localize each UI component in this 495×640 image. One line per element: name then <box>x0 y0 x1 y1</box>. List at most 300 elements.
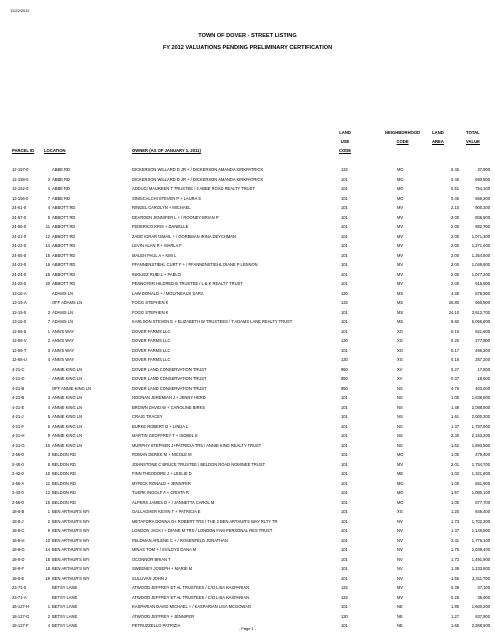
table-row <box>12 403 490 413</box>
street-name-cell: ABBE RD <box>52 195 70 201</box>
table-row <box>12 308 490 318</box>
neighborhood-code-cell: XG <box>397 357 403 362</box>
owner-cell: GALLAGHER KEVIN T + PATRICIA E <box>132 509 201 514</box>
land-use-code-cell: 101 <box>341 452 348 457</box>
street-number-cell: 10 <box>45 471 50 476</box>
table-row <box>12 488 490 498</box>
report-title: TOWN OF DOVER - STREET LISTING <box>198 33 297 39</box>
street-name-cell: BEN ARTHUR'S WY <box>52 556 90 562</box>
land-use-code-cell: 132 <box>341 594 348 600</box>
parcel-id-cell: 18-8-G <box>12 547 25 552</box>
neighborhood-code-cell: MG <box>397 176 404 182</box>
total-value-cell: 569,200 <box>475 195 490 201</box>
street-name-cell: ANN'S WAY <box>52 328 75 334</box>
owner-cell: DOVER FARMS LLC <box>132 338 171 343</box>
parcel-id-cell: 2-55-0 <box>12 499 24 505</box>
street-number-cell: 12 <box>45 490 50 495</box>
table-row <box>12 612 490 622</box>
parcel-id-cell: 13-15-0 <box>12 309 27 315</box>
land-use-code-cell: 132 <box>341 585 348 590</box>
owner-cell: FELDMAN ARLENE C + / ROSENFELD JONATHAN <box>132 537 228 543</box>
land-use-code-cell: 101 <box>341 281 348 286</box>
parcel-id-cell: 24-22-0 <box>12 243 27 248</box>
land-area-cell: 1.05 <box>451 395 459 400</box>
table-row <box>12 374 490 384</box>
land-area-cell: 0.17 <box>451 347 459 353</box>
neighborhood-code-cell: MV <box>397 585 404 590</box>
table-row <box>12 365 490 375</box>
neighborhood-code-cell: NS <box>397 414 403 419</box>
table-row <box>12 450 490 460</box>
neighborhood-code-cell: MV <box>397 252 404 258</box>
owner-cell: ROMAN DEREK M + NICOLE M <box>132 452 192 457</box>
owner-cell: INIGUEZ RUBI L + PABLO <box>132 271 181 277</box>
land-use-code-cell: 101 <box>341 347 348 353</box>
table-row <box>12 517 490 527</box>
total-value-cell: 2,368,500 <box>471 623 490 628</box>
street-name-cell: BEN ARTHUR'S WY <box>52 537 90 543</box>
street-name-cell: BETSY LANE <box>52 594 78 600</box>
parcel-id-cell: 24-55-0 <box>12 252 27 258</box>
land-use-code-cell: 101 <box>341 224 348 229</box>
land-area-cell: 0.39 <box>451 585 459 590</box>
owner-cell: FOGG STEPHEN K <box>132 300 169 305</box>
page-footer: - Page 1 - <box>238 626 257 631</box>
street-number-cell: 4 <box>47 623 50 628</box>
owner-cell: LONDON JACK I + DIANE M TRS / LONDON FAM PERSONAL RES TRUST <box>132 528 273 533</box>
land-area-cell: 2.10 <box>451 205 459 210</box>
parcel-id-cell: 24-56-0 <box>12 224 27 229</box>
land-area-cell: 2.00 <box>451 281 459 286</box>
parcel-id-cell: 24-57-0 <box>12 214 27 220</box>
owner-cell: BROWN DAVID W + CAROLINE BIRKS <box>132 404 206 410</box>
parcel-id-cell: 18-8-B <box>12 509 25 514</box>
owner-cell: JOHNSTONE C BRUCE TRUSTEE / BELDON ROAD NOMINEE TRUST <box>132 461 266 467</box>
land-use-code-cell: 101 <box>341 528 348 533</box>
land-area-cell: 1.73 <box>451 518 459 524</box>
land-use-code-cell: 130 <box>341 613 348 619</box>
street-name-cell: ABBOTT RD <box>52 233 76 239</box>
neighborhood-code-cell: MV <box>397 281 404 286</box>
neighborhood-code-cell: MV <box>397 461 404 467</box>
street-number-cell: 3 <box>47 309 50 315</box>
parcel-id-cell: 12-152-0 <box>12 186 29 191</box>
table-row <box>12 336 490 346</box>
total-value-cell: 37,900 <box>477 167 490 172</box>
street-name-cell: BELDON RD <box>52 452 76 457</box>
report-date: 11/22/2011 <box>10 8 30 13</box>
owner-cell: FOGG STEPHEN K <box>132 309 169 315</box>
street-number-cell: 7 <box>47 319 50 324</box>
neighborhood-code-cell: MV <box>397 233 404 239</box>
street-name-cell: BELDON RD <box>52 490 76 495</box>
total-value-cell: 17,500 <box>477 366 490 372</box>
owner-cell: FEDERICO KRIS + DANIELLE <box>132 224 189 229</box>
street-name-cell: ANN'S WAY <box>52 357 75 362</box>
total-value-cell: 690,500 <box>475 176 490 182</box>
parcel-id-cell: 12-156-0 <box>12 195 29 201</box>
land-use-code-cell: 101 <box>341 499 348 505</box>
street-name-cell: BEN ARTHUR'S WY <box>52 509 90 514</box>
street-number-cell: 15 <box>45 499 50 505</box>
land-area-cell: 2.30 <box>451 433 459 438</box>
street-number-cell: 3 <box>47 452 50 457</box>
parcel-id-cell: 18-8-F <box>12 566 25 571</box>
land-use-code-cell: 101 <box>341 575 348 581</box>
land-area-cell: 2.00 <box>451 252 459 258</box>
total-value-cell: 846,400 <box>475 509 490 514</box>
neighborhood-code-cell: NV <box>397 566 403 571</box>
street-number-cell: 12 <box>45 233 50 239</box>
col-header-location: LOCATION <box>44 148 66 153</box>
land-use-code-cell: 101 <box>341 395 348 400</box>
street-name-cell: ABBE RD <box>52 167 70 172</box>
owner-cell: METAFORA DONNA O+ ROBERT TRS / THE 2 BEN ARTHUR'S WAY RLTY TR <box>132 518 278 524</box>
parcel-id-cell: 24-23-0 <box>12 262 27 267</box>
parcel-id-cell: 13-16-A <box>12 290 27 296</box>
table-row <box>12 507 490 517</box>
owner-cell: SINISCALCHI STEVEN P + LAURA S <box>132 195 201 201</box>
land-use-code-cell: 950 <box>341 366 348 372</box>
street-name-cell: BETSY LANE <box>52 604 78 609</box>
owner-cell: ATWOOD JEFFREY ET AL TRUSTEES / C/O LISA KASPARIAN <box>132 594 250 600</box>
land-area-cell: 1.00 <box>451 452 459 457</box>
street-name-cell: BEN ARTHUR'S WY <box>52 566 90 571</box>
land-area-cell: 1.72 <box>451 556 459 562</box>
owner-cell: PENNOYER HILDRED B TRUSTEE / L & K REALTY TRUST <box>132 281 243 286</box>
owner-cell: DOVER FARMS LLC <box>132 328 171 334</box>
table-row <box>12 165 490 175</box>
land-area-cell: 1.20 <box>451 509 459 514</box>
street-number-cell: 6 <box>47 423 50 429</box>
owner-cell: MURPHY STEPHEN J+PATRICIA TRS / ANNIE KING REALTY TRUST <box>132 442 262 448</box>
land-area-cell: 1.61 <box>451 414 459 419</box>
land-use-code-cell: 101 <box>341 537 348 543</box>
street-name-cell: ANN'S WAY <box>52 347 75 353</box>
total-value-cell: 1,702,300 <box>471 518 490 524</box>
owner-cell: FINN THEODORE J + LESLIE D <box>132 471 192 476</box>
table-row <box>12 469 490 479</box>
street-name-cell: BEN ARTHUR'S WY <box>52 575 90 581</box>
land-use-code-cell: 132 <box>341 167 348 172</box>
owner-cell: LEVIN ALAN R + MARLA F <box>132 243 182 248</box>
land-area-cell: 2.00 <box>451 262 459 267</box>
table-row <box>12 545 490 555</box>
land-area-cell: 2.01 <box>451 461 459 467</box>
total-value-cell: 1,049,800 <box>471 262 490 267</box>
land-use-code-cell: 130 <box>341 338 348 343</box>
owner-cell: OCONNOR BRIAN T <box>132 556 171 562</box>
owner-cell: DOVER LAND CONSERVATION TRUST <box>132 385 207 391</box>
street-number-cell: 7 <box>47 195 50 201</box>
table-row <box>12 412 490 422</box>
total-value-cell: 479,400 <box>475 452 490 457</box>
land-use-code-cell: 101 <box>341 309 348 315</box>
owner-cell: DOVER FARMS LLC <box>132 357 171 362</box>
table-row <box>12 203 490 213</box>
street-number-cell: 9 <box>47 528 50 533</box>
parcel-id-cell: 12-66-5 <box>12 328 27 334</box>
table-row <box>12 232 490 242</box>
street-number-cell: 15 <box>45 556 50 562</box>
land-use-code-cell: 101 <box>341 186 348 191</box>
street-number-cell: 15 <box>45 252 50 258</box>
land-use-code-cell: 101 <box>341 214 348 220</box>
owner-cell: ZADE IGRAR ISMAIL + / GORBMAN IRINA DEYCHMAN <box>132 233 236 239</box>
neighborhood-code-cell: MV <box>397 594 404 600</box>
neighborhood-code-cell: MV <box>397 214 404 220</box>
owner-cell: MINAS TOM + / SVILDYS DANA M <box>132 547 197 552</box>
land-use-code-cell: 950 <box>341 376 348 381</box>
owner-cell: MYRICK RONALD + JENNIFER <box>132 480 191 486</box>
parcel-id-cell: 4-21-E <box>12 404 25 410</box>
land-use-code-cell: 101 <box>341 433 348 438</box>
neighborhood-code-cell: MG <box>397 499 404 505</box>
owner-cell: ATWOOD JEFFREY + JENNIFER <box>132 613 195 619</box>
table-row <box>12 564 490 574</box>
total-value-cell: 1,077,200 <box>471 271 490 277</box>
total-value-cell: 882,700 <box>475 224 490 229</box>
land-use-code-cell: 101 <box>341 604 348 609</box>
land-use-code-cell: 130 <box>341 357 348 362</box>
street-name-cell: ABBOTT RD <box>52 205 76 210</box>
land-area-cell: 4.76 <box>451 385 459 391</box>
total-value-cell: 2,000,300 <box>471 414 490 419</box>
neighborhood-code-cell: NS <box>397 385 403 391</box>
neighborhood-code-cell: NV <box>397 537 403 543</box>
parcel-id-cell: 24-21-0 <box>12 233 27 239</box>
table-row <box>12 194 490 204</box>
total-value-cell: 900,200 <box>475 205 490 210</box>
land-use-code-cell: 101 <box>341 414 348 419</box>
street-name-cell: ABBOTT RD <box>52 224 76 229</box>
street-name-cell: ABBE RD <box>52 186 70 191</box>
land-use-code-cell: 101 <box>341 480 348 486</box>
land-use-code-cell: 101 <box>341 461 348 467</box>
parcel-id-cell: 12-66-U <box>12 357 27 362</box>
land-use-code-cell: 101 <box>341 490 348 495</box>
total-value-cell: 257,200 <box>475 357 490 362</box>
street-name-cell: ADAMS LN <box>52 309 73 315</box>
parcel-id-cell: 2-43-0 <box>12 490 24 495</box>
street-name-cell: BEN ARTHUR'S WY <box>52 547 90 552</box>
land-area-cell: 9.82 <box>451 319 459 324</box>
col-header-parcel: PARCEL ID <box>12 148 35 153</box>
land-area-cell: 1.75 <box>451 547 459 552</box>
land-use-code-cell: 101 <box>341 547 348 552</box>
total-value-cell: 1,491,900 <box>471 556 490 562</box>
table-row <box>12 422 490 432</box>
parcel-id-cell: 18-8-H <box>12 537 25 543</box>
parcel-id-cell: 4-21-B <box>12 385 25 391</box>
neighborhood-code-cell: NV <box>397 518 403 524</box>
table-row <box>12 602 490 612</box>
parcel-id-cell: 4-21-F <box>12 423 25 429</box>
neighborhood-code-cell: MV <box>397 205 404 210</box>
street-name-cell: ANNIE KING LN <box>52 366 83 372</box>
street-name-cell: BEN ARTHUR'S WY <box>52 518 90 524</box>
parcel-id-cell: 12-158-0 <box>12 176 29 182</box>
owner-cell: DICKERSON WILLARD D JR + / DICKERSON AMANDA KIRKPATRICK <box>132 176 264 182</box>
table-row <box>12 431 490 441</box>
parcel-id-cell: 2-40-0 <box>12 461 24 467</box>
land-area-cell: 0.46 <box>451 176 459 182</box>
table-row <box>12 479 490 489</box>
neighborhood-code-cell: NS <box>397 433 403 438</box>
street-name-cell: BETSY LANE <box>52 585 78 590</box>
neighborhood-code-cell: MG <box>397 195 404 201</box>
total-value-cell: 754,100 <box>475 186 490 191</box>
street-name-cell: BETSY LANE <box>52 623 78 628</box>
total-value-cell: 915,600 <box>475 281 490 286</box>
total-value-cell: 1,071,300 <box>471 233 490 239</box>
neighborhood-code-cell: MS <box>397 290 404 296</box>
table-row <box>12 327 490 337</box>
land-area-cell: 24.10 <box>448 309 459 315</box>
land-area-cell: 2.00 <box>451 214 459 220</box>
land-use-code-cell: 101 <box>341 252 348 258</box>
neighborhood-code-cell: MV <box>397 243 404 248</box>
neighborhood-code-cell: NS <box>397 442 403 448</box>
total-value-cell: 921,600 <box>475 328 490 334</box>
owner-cell: TUERK INGOLF A + CRISTA R <box>132 490 189 495</box>
parcel-id-cell: 12-66-T <box>12 347 27 353</box>
table-row <box>12 536 490 546</box>
street-name-cell: BETSY LANE <box>52 613 78 619</box>
neighborhood-code-cell: NS <box>397 423 403 429</box>
street-number-cell: 1 <box>47 604 50 609</box>
neighborhood-code-cell: MG <box>397 167 404 172</box>
neighborhood-code-cell: XV <box>397 376 403 381</box>
neighborhood-code-cell: XG <box>397 347 403 353</box>
total-value-cell: 1,145,800 <box>471 528 490 533</box>
table-row <box>12 260 490 270</box>
table-row <box>12 555 490 565</box>
street-number-cell: 11 <box>45 224 50 229</box>
street-number-cell: 5 <box>47 414 50 419</box>
street-name-cell: BEN ARTHUR'S WY <box>52 528 90 533</box>
parcel-id-cell: 2-55-0 <box>12 452 24 457</box>
neighborhood-code-cell: NS <box>397 395 403 400</box>
table-row <box>12 498 490 508</box>
street-name-cell: ABBE RD <box>52 176 70 182</box>
street-name-cell: ABBOTT RD <box>52 214 76 220</box>
parcel-id-cell: 24-24-0 <box>12 271 27 277</box>
land-use-code-cell: 101 <box>341 556 348 562</box>
owner-cell: CRAIG TRACEY <box>132 414 163 419</box>
total-value-cell: 35,600 <box>477 594 490 600</box>
total-value-cell: 496,200 <box>475 347 490 353</box>
street-number-cell: 19 <box>45 575 50 581</box>
parcel-id-cell: 24-61-0 <box>12 205 27 210</box>
land-area-cell: 1.62 <box>451 442 459 448</box>
total-value-cell: 678,300 <box>475 290 490 296</box>
street-number-cell: 4 <box>47 186 50 191</box>
street-name-cell: ADAMS LN <box>52 290 73 296</box>
neighborhood-code-cell: NV <box>397 547 403 552</box>
land-use-code-cell: 101 <box>341 509 348 514</box>
report-subtitle: FY 2012 VALUATIONS PENDING PRELIMINARY CERTIFICATION <box>162 45 333 51</box>
total-value-cell: 18,600 <box>477 376 490 381</box>
total-value-cell: 877,700 <box>475 499 490 505</box>
land-use-code-cell: 950 <box>341 385 348 391</box>
street-name-cell: ABBOTT RD <box>52 243 76 248</box>
street-name-cell: BELDON RD <box>52 480 76 486</box>
neighborhood-code-cell: NE <box>397 623 403 628</box>
street-name-cell: ANNIE KING LN <box>52 433 83 438</box>
table-row <box>12 393 490 403</box>
land-area-cell: 0.46 <box>451 195 459 201</box>
land-use-code-cell: 101 <box>341 205 348 210</box>
parcel-id-cell: 24-25-0 <box>12 281 27 286</box>
land-use-code-cell: 101 <box>341 176 348 182</box>
land-area-cell: 0.51 <box>451 186 459 191</box>
land-area-cell: 2.00 <box>451 233 459 239</box>
owner-cell: MALEH PAUL A + KIM L <box>132 252 177 258</box>
land-area-cell: 0.37 <box>451 376 459 381</box>
parcel-id-cell: 2-56-A <box>12 480 25 486</box>
owner-cell: DICKERSON WILLARD D JR + / DICKERSON AMANDA KIRKPATRICK <box>132 167 264 172</box>
table-row <box>12 279 490 289</box>
parcel-id-cell: 18-127-H <box>12 604 30 609</box>
owner-cell: SULLIVAN JOHN J <box>132 575 167 581</box>
street-number-cell: 2 <box>47 338 50 343</box>
total-value-cell: 1,638,800 <box>471 395 490 400</box>
land-area-cell: 1.37 <box>451 423 459 429</box>
owner-cell: PETRUZZELLO PATRIZIA <box>132 623 181 628</box>
table-row <box>12 384 490 394</box>
land-area-cell: 1.57 <box>451 490 459 495</box>
neighborhood-code-cell: ME <box>397 471 404 476</box>
parcel-id-cell: 13-15-A <box>12 300 27 305</box>
table-row <box>12 175 490 185</box>
total-value-cell: 651,900 <box>475 480 490 486</box>
neighborhood-code-cell: MG <box>397 480 404 486</box>
street-number-cell: 14 <box>45 547 50 552</box>
owner-cell: DOVER LAND CONSERVATION TRUST <box>132 376 207 381</box>
parcel-id-cell: 12-157-0 <box>12 167 29 172</box>
total-value-cell: 403,000 <box>475 385 490 391</box>
land-area-cell: 1.27 <box>451 613 459 619</box>
neighborhood-code-cell: MV <box>397 262 404 267</box>
total-value-cell: 1,371,600 <box>471 243 490 248</box>
land-use-code-cell: 101 <box>341 233 348 239</box>
street-number-cell: 20 <box>45 281 50 286</box>
street-number-cell: 11 <box>45 480 50 486</box>
land-area-cell: 4.46 <box>451 290 459 296</box>
land-use-code-cell: 101 <box>341 518 348 524</box>
col-header-neighborhood: NEIGHBORHOOD CODE <box>385 130 421 144</box>
total-value-cell: 637,900 <box>475 613 490 619</box>
land-area-cell: 1.37 <box>451 528 459 533</box>
street-number-cell: 2 <box>47 613 50 619</box>
street-number-cell: 1 <box>47 328 50 334</box>
land-area-cell: 0.18 <box>451 357 459 362</box>
neighborhood-code-cell: NV <box>397 556 403 562</box>
land-area-cell: 0.46 <box>451 167 459 172</box>
owner-cell: DEARDEN JENNIFER L + / ROONEY BRIAN P <box>132 214 219 220</box>
street-name-cell: ABBOTT RD <box>52 271 76 277</box>
total-value-cell: 660,500 <box>475 300 490 305</box>
street-name-cell: ADAMS LN <box>52 319 73 324</box>
parcel-id-cell: 18-127-G <box>12 613 30 619</box>
owner-cell: MARTIN GEOFFREY T + ISOBEL E <box>132 433 198 438</box>
street-number-cell: 5 <box>47 214 50 220</box>
table-row <box>12 289 490 299</box>
land-use-code-cell: 101 <box>341 404 348 410</box>
total-value-cell: 1,080,100 <box>471 490 490 495</box>
neighborhood-code-cell: MG <box>397 452 404 457</box>
